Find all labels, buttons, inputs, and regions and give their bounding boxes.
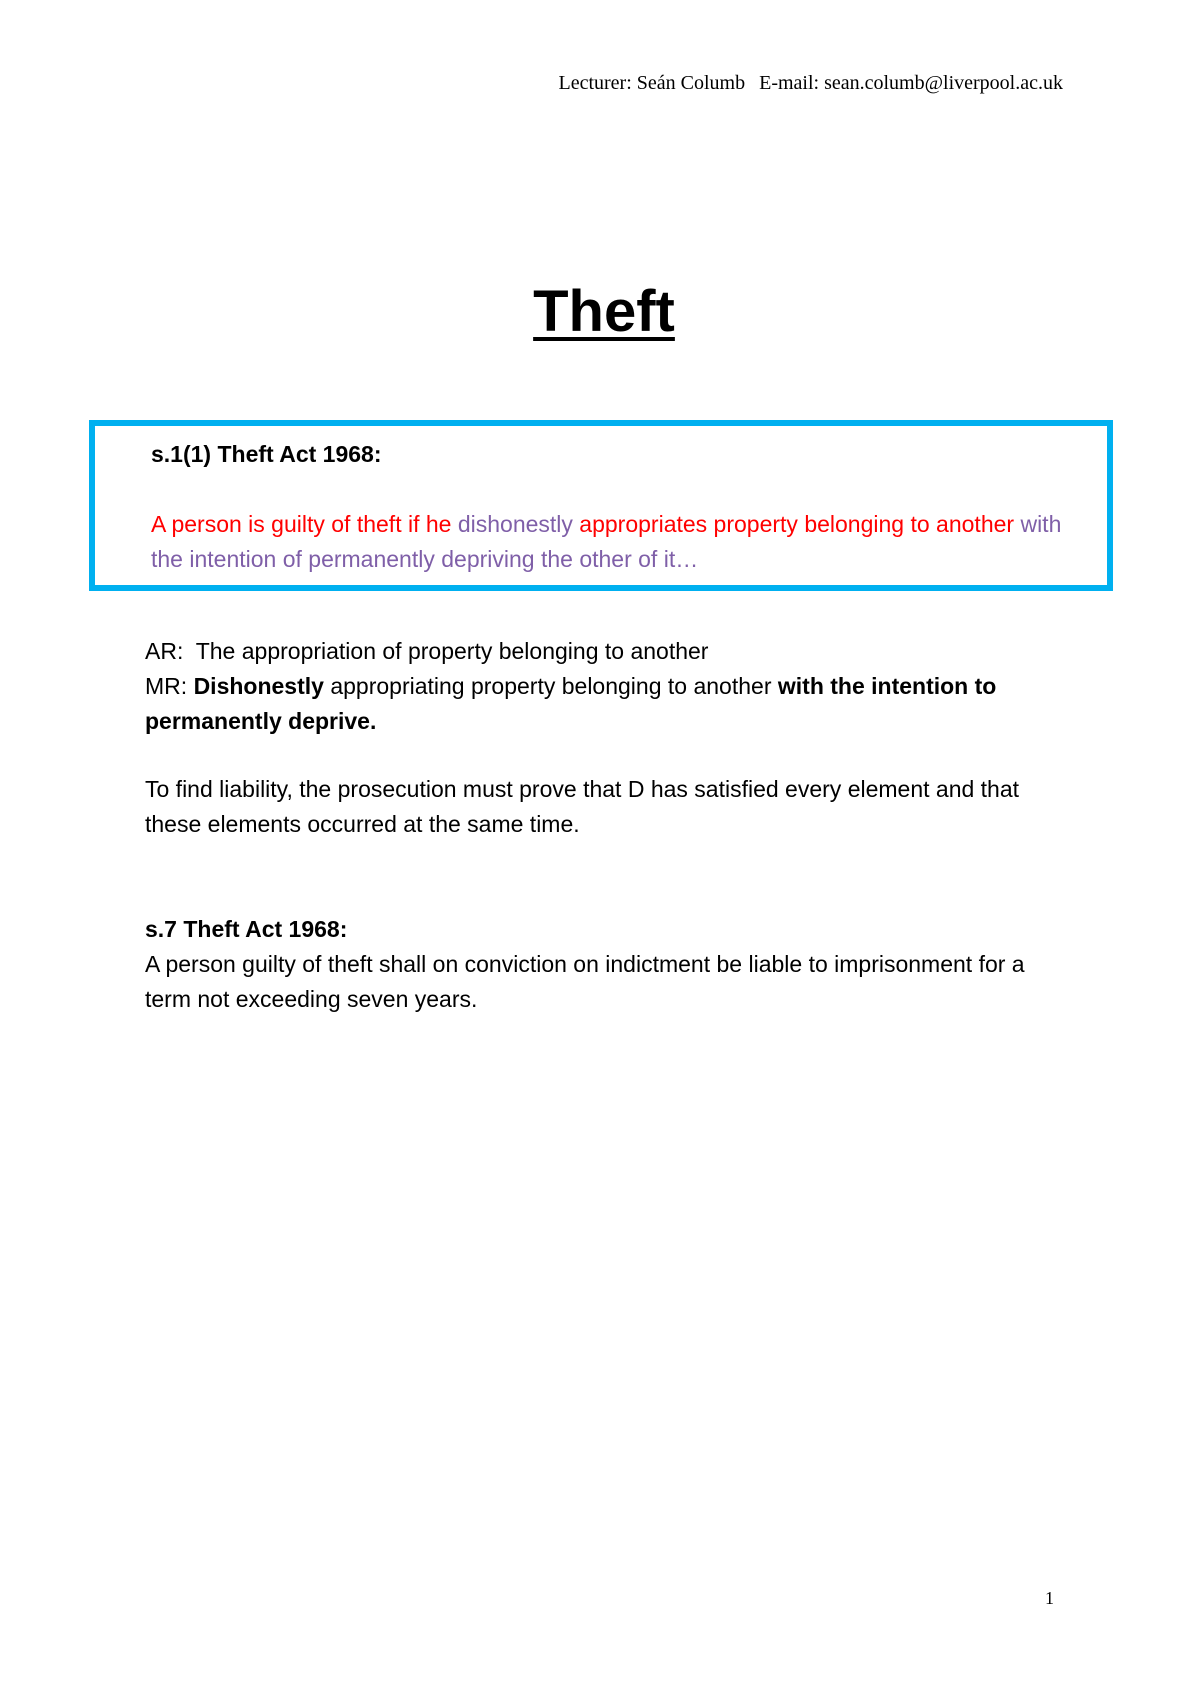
statute-definition-text bbox=[151, 507, 1081, 577]
lecturer-email: E-mail: sean.columb@liverpool.ac.uk bbox=[759, 72, 1063, 94]
section-7-text: A person guilty of theft shall on conviction on indictment be liable to imprisonment for a term not exceeding seven years. bbox=[145, 951, 1025, 1012]
statute-definition-content bbox=[151, 437, 1081, 577]
lecturer-name: Lecturer: Seán Columb bbox=[558, 72, 746, 94]
statute-definition-box bbox=[89, 420, 1113, 591]
liability-paragraph: To find liability, the prosecution must prove that D has satisfied every element and that these elements occurred at the same time. bbox=[145, 776, 1020, 837]
liability-section bbox=[145, 772, 1075, 842]
definition-segment-intro: A person is guilty of theft if he bbox=[151, 511, 458, 537]
mr-text: appropriating property belonging to another bbox=[323, 673, 778, 699]
ar-text: The appropriation of property belonging to another bbox=[195, 638, 709, 664]
ar-label: AR: bbox=[145, 638, 184, 664]
page-title: Theft bbox=[533, 279, 675, 344]
section-7-heading: s.7 Theft Act 1968: bbox=[145, 916, 348, 942]
mr-intention: with the intention to permanently deprive. bbox=[145, 673, 997, 734]
actus-reus-line bbox=[145, 634, 1075, 669]
elements-section bbox=[145, 634, 1075, 739]
definition-segment-appropriation: appropriates property belonging to another bbox=[572, 511, 1015, 537]
section-7 bbox=[145, 912, 1075, 1017]
definition-segment-intention: with the intention of permanently depriving the other of it… bbox=[151, 511, 1062, 572]
mens-rea-line bbox=[145, 669, 1075, 739]
mr-label: MR: bbox=[145, 673, 188, 699]
page-number: 1 bbox=[1045, 1588, 1054, 1608]
page-header bbox=[0, 72, 1063, 95]
statute-heading: s.1(1) Theft Act 1968: bbox=[151, 441, 382, 467]
mr-dishonestly: Dishonestly bbox=[193, 673, 324, 699]
definition-segment-dishonestly: dishonestly bbox=[457, 511, 573, 537]
